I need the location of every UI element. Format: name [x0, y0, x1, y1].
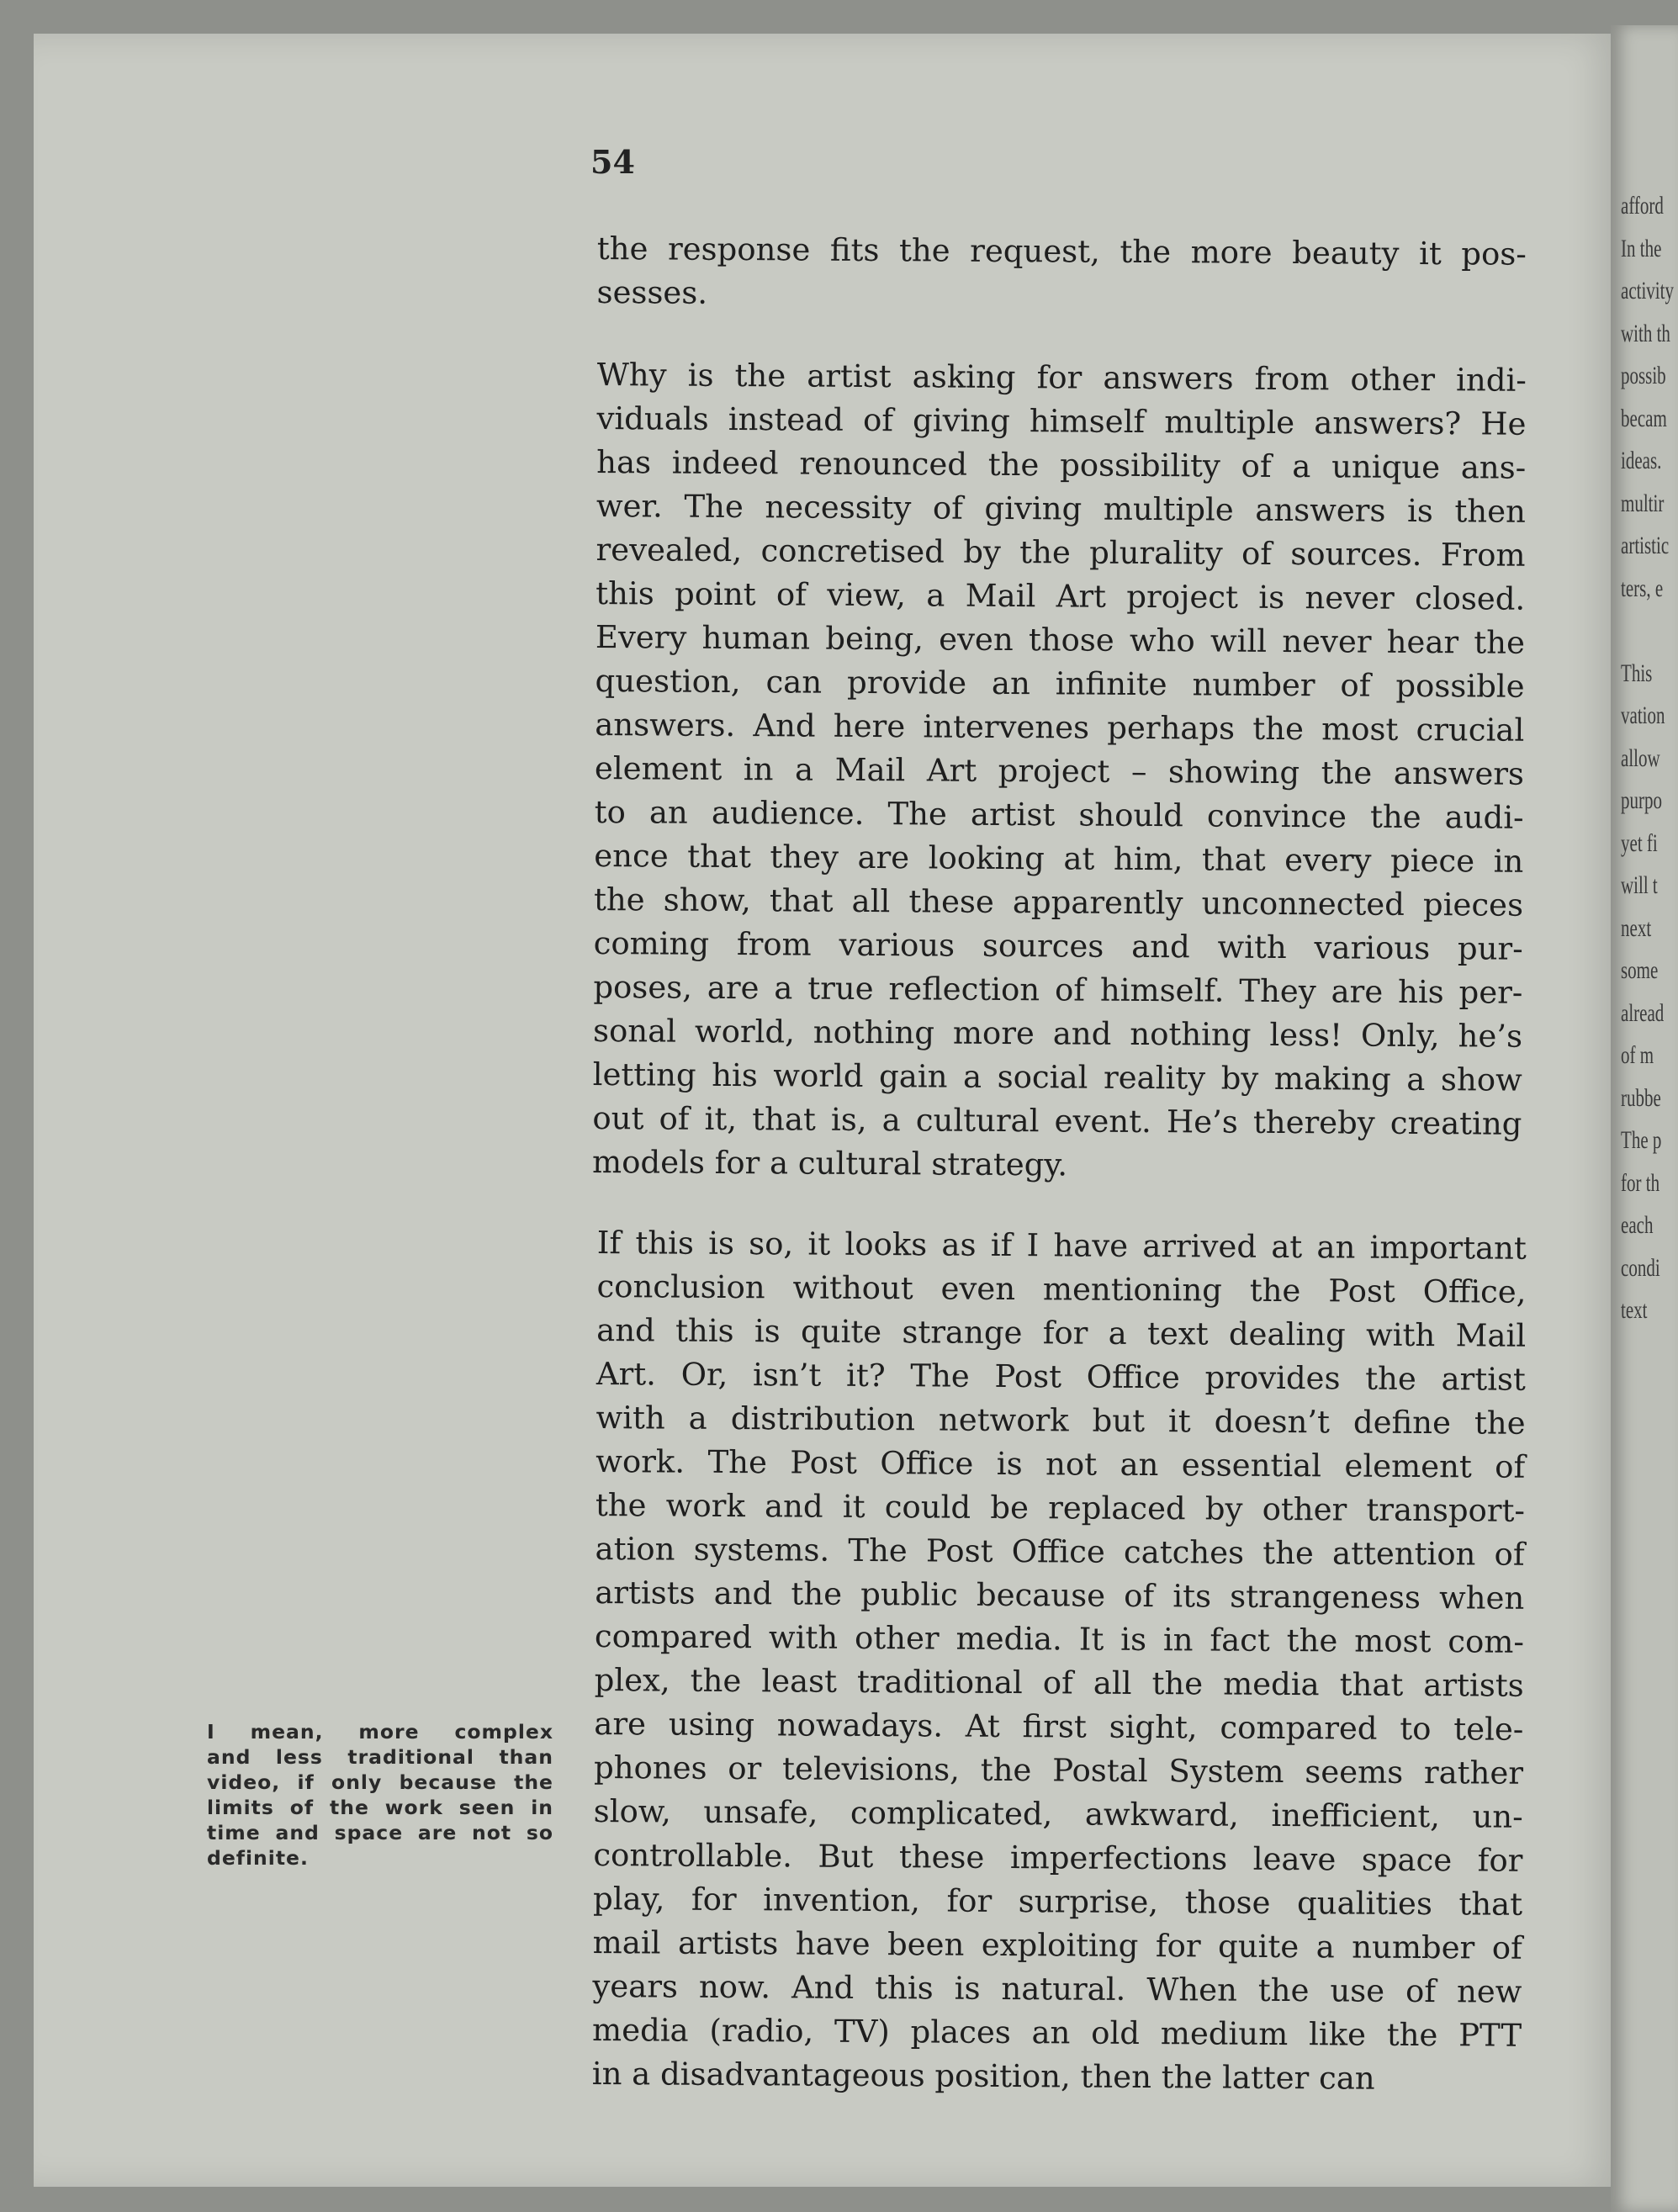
text-line: and this is quite strange for a text dealing with Mail — [596, 1311, 1527, 1354]
text-line: artists and the public because of its strangeness when — [595, 1574, 1525, 1617]
next-page-text-fragment: each — [1621, 1211, 1654, 1239]
text-line: Every human being, even those who will never hear the — [595, 618, 1526, 661]
text-line: slow, unsafe, complicated, awkward, inefficient, un- — [593, 1792, 1523, 1835]
text-line: coming from various sources and with various pur- — [593, 924, 1523, 967]
text-line: sesses. — [596, 273, 708, 311]
next-page-text-fragment: purpo — [1621, 786, 1662, 814]
text-line: in a disadvantageous position, then the latter can — [591, 2055, 1375, 2097]
text-line: revealed, concretised by the plurality of sources. From — [596, 531, 1526, 574]
paragraph-1 — [596, 227, 1527, 320]
text-line: models for a cultural strategy. — [591, 1143, 1068, 1183]
text-line: this point of view, a Mail Art project is never closed. — [596, 574, 1526, 617]
text-line: element in a Mail Art project – showing the answers — [594, 749, 1525, 792]
next-page-text-fragment: with th — [1621, 319, 1670, 347]
book-page — [34, 34, 1623, 2187]
text-line: wer. The necessity of giving multiple answers is then — [596, 487, 1527, 530]
next-page-text-fragment: for th — [1621, 1168, 1660, 1197]
text-line: controllable. But these imperfections leave space for — [593, 1836, 1523, 1879]
text-line: ence that they are looking at him, that every piece in — [594, 837, 1524, 880]
text-line: answers. And here intervenes perhaps the most crucial — [595, 706, 1525, 749]
text-line: definite. — [207, 1846, 309, 1870]
next-page-text-fragment: condi — [1621, 1253, 1660, 1282]
text-line: play, for invention, for surprise, those qualities that — [592, 1880, 1523, 1923]
next-page-text-fragment: vation — [1621, 701, 1665, 729]
next-page-text-fragment: afford — [1621, 192, 1664, 220]
text-line: plex, the least traditional of all the media that artists — [594, 1661, 1524, 1704]
next-page-text-fragment: ideas. — [1621, 447, 1662, 474]
next-page-text-fragment: This — [1621, 659, 1653, 687]
next-page-text-fragment: text — [1621, 1296, 1648, 1324]
next-page-text-fragment: The p — [1621, 1126, 1662, 1154]
text-line: mail artists have been exploiting for quite a number of — [592, 1924, 1522, 1966]
margin-note — [207, 1719, 553, 1871]
text-line: ation systems. The Post Office catches the attention of — [595, 1530, 1525, 1573]
next-page-text-fragment: allow — [1621, 744, 1660, 772]
text-line: phones or televisions, the Postal System seems rather — [593, 1749, 1524, 1791]
text-line: Art. Or, isn’t it? The Post Office provides the artist — [596, 1355, 1527, 1398]
next-page-text-fragment: becam — [1621, 404, 1667, 432]
text-line: years now. And this is natural. When the use of new — [592, 1967, 1522, 2010]
text-line: poses, are a true reflection of himself. They are his per- — [593, 968, 1523, 1011]
text-line: video, if only because the — [207, 1770, 553, 1794]
next-page-text-fragment: yet fi — [1621, 828, 1658, 857]
next-page-text-fragment: next — [1621, 913, 1652, 942]
text-line: the work and it could be replaced by other transport- — [595, 1486, 1526, 1529]
next-page-text-fragment: ters, e — [1621, 574, 1664, 602]
next-page-text-fragment: In the — [1621, 234, 1662, 262]
page-number: 54 — [590, 143, 635, 181]
text-line: to an audience. The artist should convince the audi- — [594, 793, 1524, 836]
text-line: Why is the artist asking for answers from other indi- — [596, 356, 1527, 399]
text-line: are using nowadays. At first sight, compared to tele- — [594, 1705, 1524, 1748]
text-line: and less traditional than — [207, 1745, 553, 1769]
text-line: work. The Post Office is not an essential element of — [596, 1442, 1526, 1485]
text-line: sonal world, nothing more and nothing less! Only, he’s — [592, 1012, 1523, 1055]
text-line: viduals instead of giving himself multiple answers? He — [596, 400, 1527, 442]
text-line: conclusion without even mentioning the Post Office, — [596, 1267, 1527, 1310]
text-line: compared with other media. It is in fact the most com- — [594, 1617, 1525, 1660]
text-line: limits of the work seen in — [207, 1796, 553, 1819]
next-page-text-fragment: will t — [1621, 871, 1658, 899]
next-page-text-fragment: multir — [1621, 489, 1665, 517]
text-line: I mean, more complex — [207, 1720, 553, 1744]
next-page-text-fragment: activity — [1621, 277, 1674, 304]
text-line: with a distribution network but it doesn’t define the — [596, 1399, 1526, 1442]
paragraph-3 — [592, 1221, 1527, 2102]
text-line: time and space are not so — [207, 1821, 553, 1844]
next-page-text-fragment: possib — [1621, 362, 1666, 389]
next-page-text-fragment: some — [1621, 956, 1659, 984]
text-line: the show, that all these apparently unconnected pieces — [593, 881, 1524, 923]
next-page-text-fragment: rubbe — [1621, 1083, 1661, 1112]
text-line: the response fits the request, the more beauty it pos- — [596, 230, 1527, 273]
next-page-text-fragment: of m — [1621, 1041, 1654, 1069]
text-line: question, can provide an infinite number of possible — [595, 662, 1525, 705]
paragraph-2 — [592, 353, 1527, 1190]
next-page-text-fragment: alread — [1621, 998, 1665, 1027]
next-page-edge — [1611, 25, 1678, 2212]
text-line: has indeed renounced the possibility of a unique ans- — [596, 443, 1527, 486]
text-line: If this is so, it looks as if I have arrived at an important — [596, 1224, 1527, 1267]
text-line: out of it, that is, a cultural event. He’s thereby creating — [592, 1099, 1522, 1142]
text-line: media (radio, TV) places an old medium like the PTT — [591, 2011, 1522, 2054]
next-page-text-fragment: artistic — [1621, 532, 1670, 559]
text-line: letting his world gain a social reality by making a show — [592, 1056, 1522, 1098]
